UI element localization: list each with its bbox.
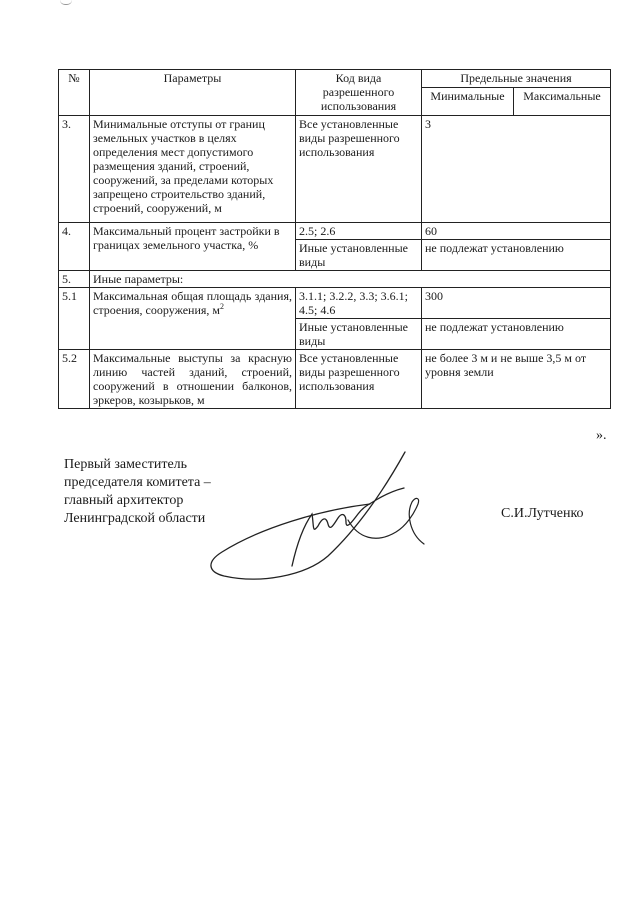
table-row-3 <box>59 116 611 223</box>
table-header-row <box>59 70 611 88</box>
row-5-1-value-2: не подлежат установлению <box>422 319 611 350</box>
row-4-code-2: Иные установленные виды <box>296 240 422 271</box>
row-4-value-2: не подлежат установлению <box>422 240 611 271</box>
header-params: Параметры <box>90 70 296 116</box>
row-5-1-param-sup: 2 <box>219 302 224 311</box>
row-5-num: 5. <box>59 271 90 288</box>
row-3-param: Минимальные отступы от границ земельных участков в целях определения мест допустимого размещения зданий, строений, сооружений, за пределами которых запрещено строительство зданий, строений, сооружений, м <box>90 116 296 223</box>
row-3-code: Все установленные виды разрешенного использования <box>296 116 422 223</box>
parameters-table <box>58 69 611 409</box>
header-code: Код вида разрешенного использования <box>296 70 422 116</box>
signer-line-1: Первый заместитель <box>64 457 188 472</box>
row-5-param: Иные параметры: <box>90 271 611 288</box>
signer-name: С.И.Лутченко <box>501 506 584 521</box>
handwritten-signature <box>200 448 440 584</box>
row-5-1-param-text: Максимальная общая площадь здания, строения, сооружения, м <box>93 289 292 317</box>
signer-line-4: Ленинградской области <box>64 511 206 526</box>
row-5-1-code-2: Иные установленные виды <box>296 319 422 350</box>
row-5-1-code-1: 3.1.1; 3.2.2, 3.3; 3.6.1; 4.5; 4.6 <box>296 288 422 319</box>
header-limits: Предельные значения <box>422 70 611 88</box>
row-4-code-1: 2.5; 2.6 <box>296 223 422 240</box>
row-3-num: 3. <box>59 116 90 223</box>
signer-line-2: председателя комитета – <box>64 475 211 490</box>
closing-quote: ». <box>596 428 607 443</box>
signer-position <box>64 456 211 528</box>
header-max: Максимальные <box>514 88 611 116</box>
row-5-1-num: 5.1 <box>59 288 90 350</box>
table-row-4a <box>59 223 611 240</box>
row-5-2-code: Все установленные виды разрешенного использования <box>296 350 422 409</box>
table-row-5-2 <box>59 350 611 409</box>
row-5-2-param: Максимальные выступы за красную линию частей зданий, строений, сооружений в отношении балконов, эркеров, козырьков, м <box>90 350 296 409</box>
row-3-value: 3 <box>422 116 611 223</box>
signer-line-3: главный архитектор <box>64 493 184 508</box>
table-row-5 <box>59 271 611 288</box>
row-5-1-param <box>90 288 296 350</box>
row-5-1-value-1: 300 <box>422 288 611 319</box>
row-4-param: Максимальный процент застройки в границах земельного участка, % <box>90 223 296 271</box>
header-num: № <box>59 70 90 116</box>
row-4-value-1: 60 <box>422 223 611 240</box>
row-5-2-num: 5.2 <box>59 350 90 409</box>
row-5-2-value: не более 3 м и не выше 3,5 м от уровня земли <box>422 350 611 409</box>
scan-mark <box>60 0 72 5</box>
row-4-num: 4. <box>59 223 90 271</box>
table-row-5-1a <box>59 288 611 319</box>
header-min: Минимальные <box>422 88 514 116</box>
